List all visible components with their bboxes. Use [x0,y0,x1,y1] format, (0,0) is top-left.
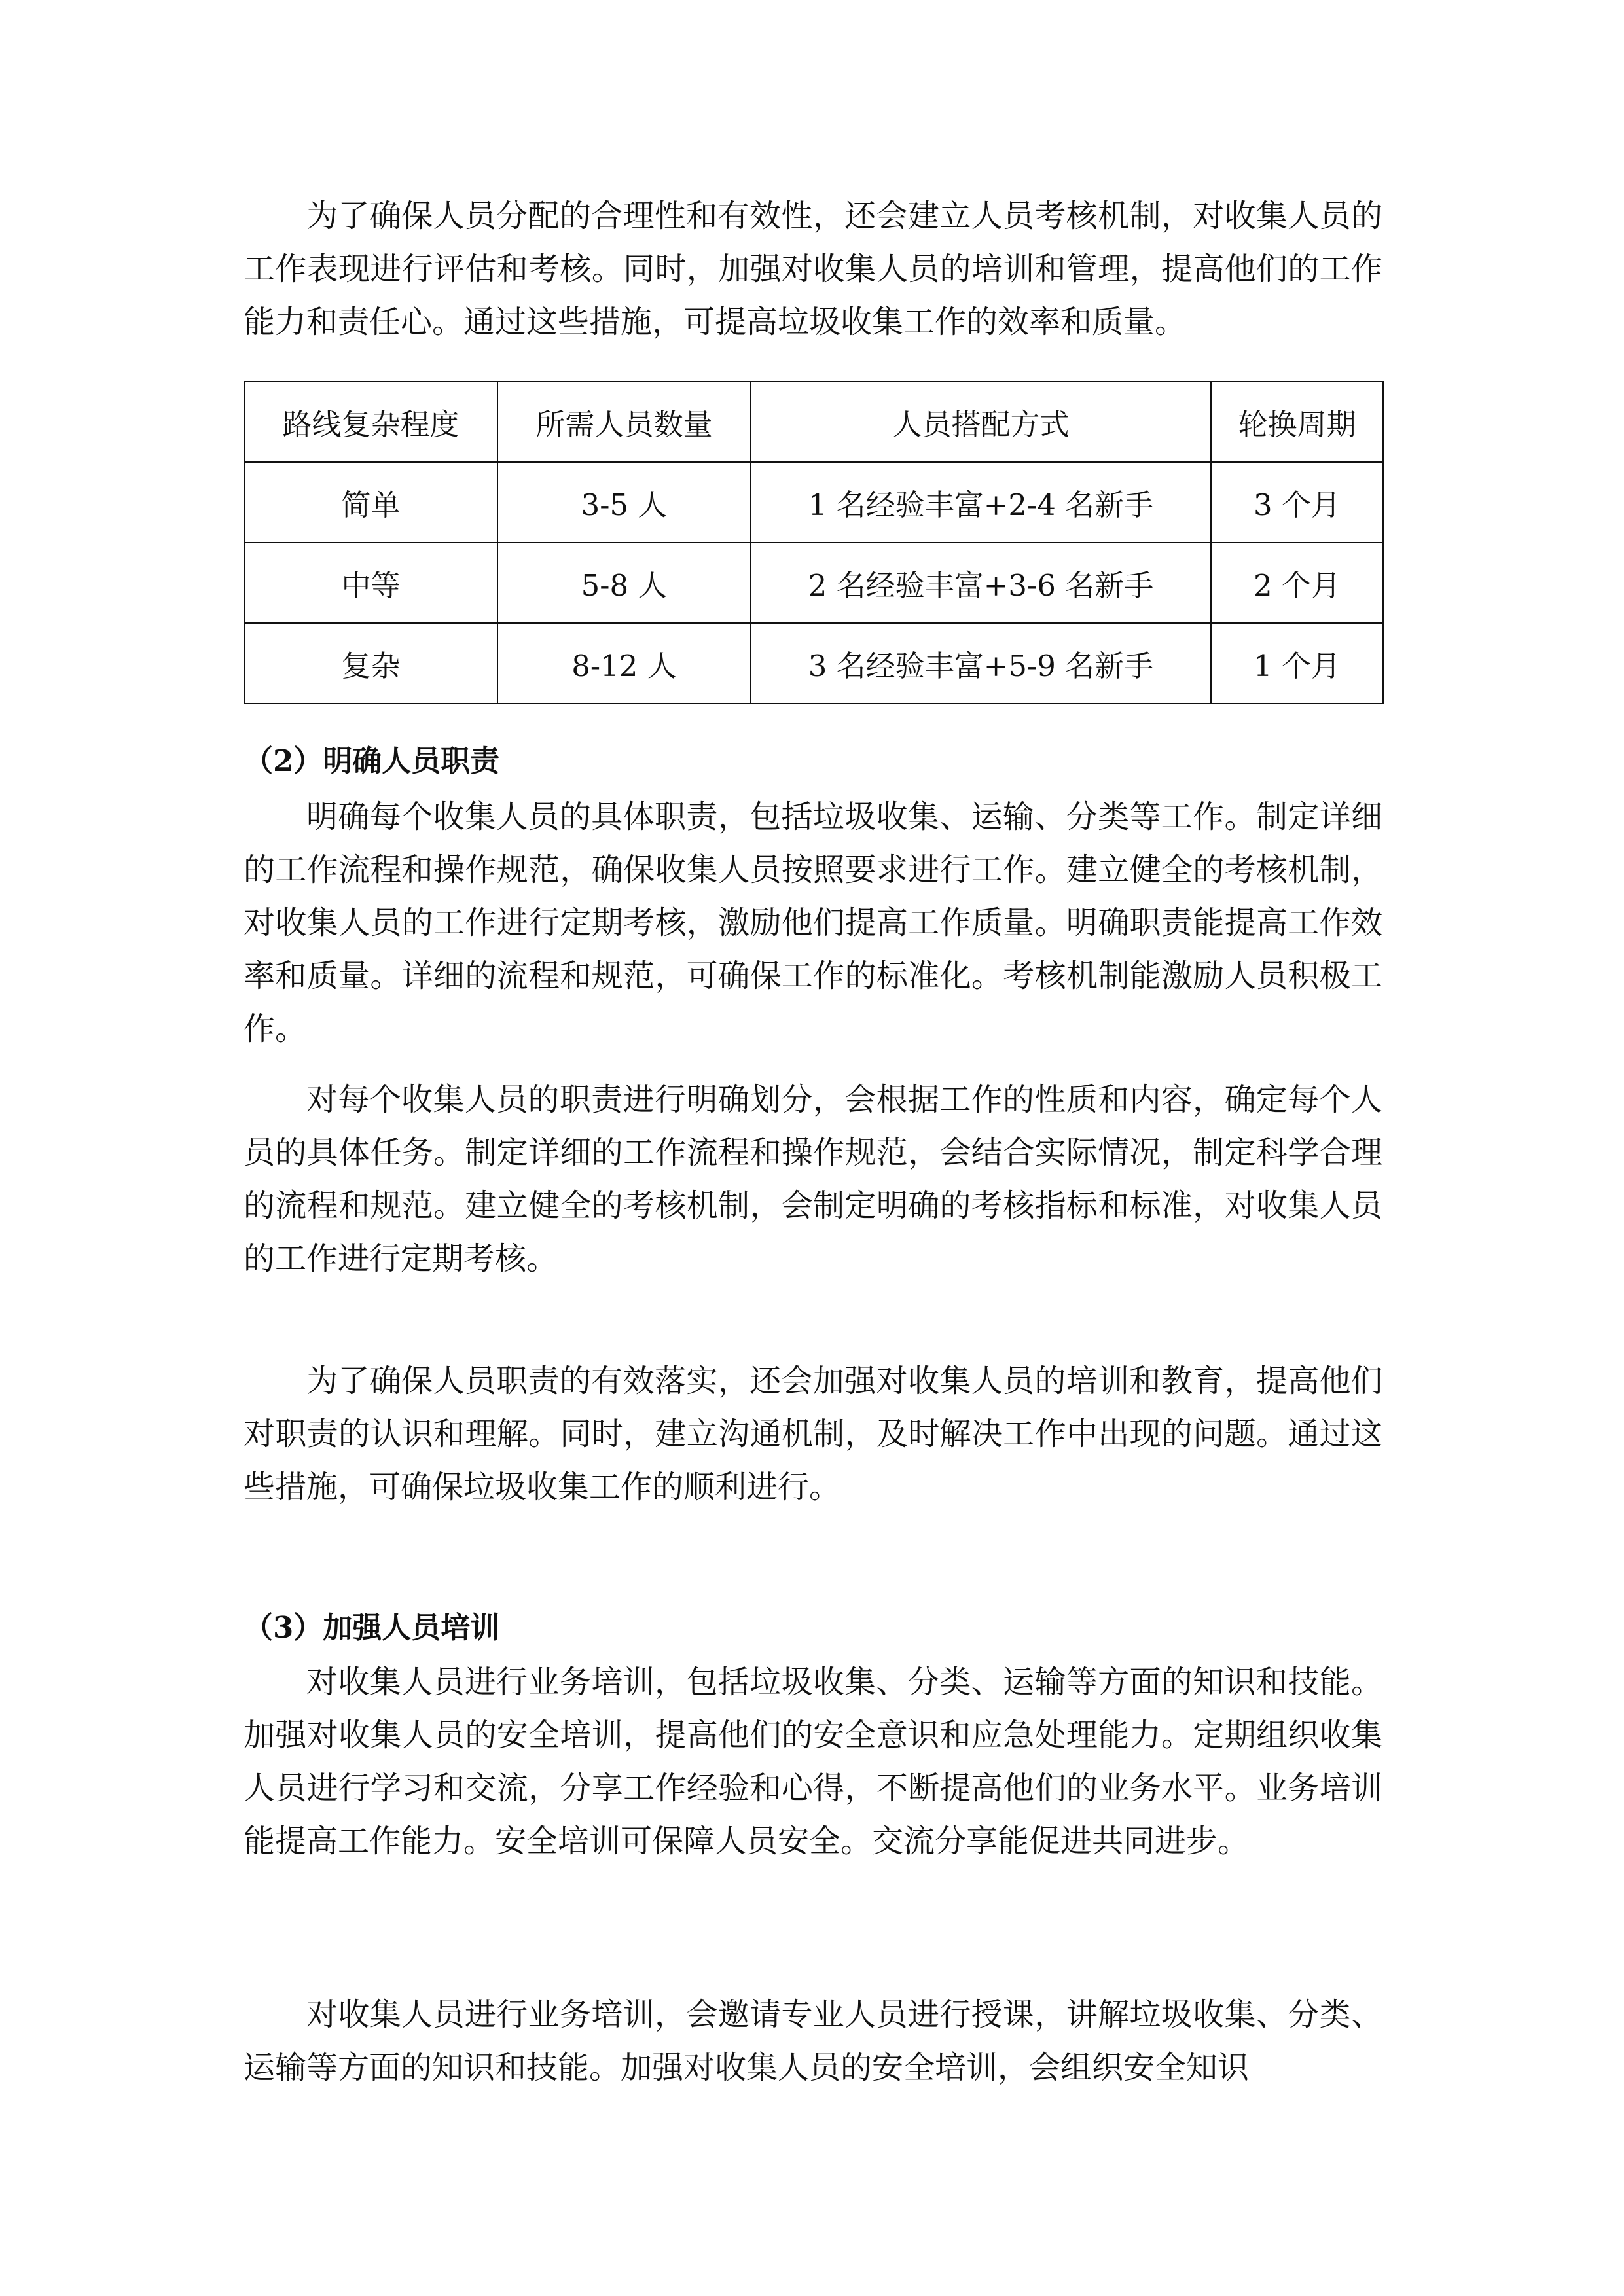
table-cell: 1 个月 [1211,623,1383,704]
table-row [244,543,1383,623]
table-cell: 简单 [244,462,497,543]
header-staff-combination: 人员搭配方式 [751,382,1211,462]
header-route-complexity: 路线复杂程度 [244,382,497,462]
section-2-heading: （2）明确人员职责 [244,744,500,778]
table-cell: 3 名经验丰富+5-9 名新手 [751,623,1211,704]
table-cell: 中等 [244,543,497,623]
table-cell: 2 个月 [1211,543,1383,623]
section-3-heading: （3）加强人员培训 [244,1610,500,1645]
section-2-paragraph-2: 对每个收集人员的职责进行明确划分，会根据工作的性质和内容，确定每个人员的具体任务。制定详细的工作流程和操作规范，会结合实际情况，制定科学合理的流程和规范。建立健全的考核机制，会制定明确的考核指标和标准，对收集人员的工作进行定期考核。 [244,1081,1382,1277]
table-cell: 2 名经验丰富+3-6 名新手 [751,543,1211,623]
table-cell: 3 个月 [1211,462,1383,543]
section-2-paragraph-3: 为了确保人员职责的有效落实，还会加强对收集人员的培训和教育，提高他们对职责的认识和理解。同时，建立沟通机制，及时解决工作中出现的问题。通过这些措施，可确保垃圾收集工作的顺利进行。 [244,1363,1382,1505]
table-cell: 复杂 [244,623,497,704]
section-2-paragraph-1: 明确每个收集人员的具体职责，包括垃圾收集、运输、分类等工作。制定详细的工作流程和操作规范，确保收集人员按照要求进行工作。建立健全的考核机制，对收集人员的工作进行定期考核，激励他们提高工作质量。明确职责能提高工作效率和质量。详细的流程和规范，可确保工作的标准化。考核机制能激励人员积极工作。 [244,798,1382,1047]
header-staff-count: 所需人员数量 [497,382,751,462]
table-cell: 1 名经验丰富+2-4 名新手 [751,462,1211,543]
table-header-row [244,382,1383,462]
table-row [244,462,1383,543]
table-cell: 5-8 人 [497,543,751,623]
table-cell: 8-12 人 [497,623,751,704]
table-row [244,623,1383,704]
intro-paragraph: 为了确保人员分配的合理性和有效性，还会建立人员考核机制，对收集人员的工作表现进行评估和考核。同时，加强对收集人员的培训和管理，提高他们的工作能力和责任心。通过这些措施，可提高垃圾收集工作的效率和质量。 [244,198,1382,340]
section-3-paragraph-1: 对收集人员进行业务培训，包括垃圾收集、分类、运输等方面的知识和技能。加强对收集人员的安全培训，提高他们的安全意识和应急处理能力。定期组织收集人员进行学习和交流，分享工作经验和心得，不断提高他们的业务水平。业务培训能提高工作能力。安全培训可保障人员安全。交流分享能促进共同进步。 [244,1664,1382,1859]
section-3-paragraph-2: 对收集人员进行业务培训，会邀请专业人员进行授课，讲解垃圾收集、分类、运输等方面的知识和技能。加强对收集人员的安全培训，会组织安全知识 [244,1996,1382,2086]
table-cell: 3-5 人 [497,462,751,543]
header-rotation-cycle: 轮换周期 [1211,382,1383,462]
staff-allocation-table [244,381,1384,704]
